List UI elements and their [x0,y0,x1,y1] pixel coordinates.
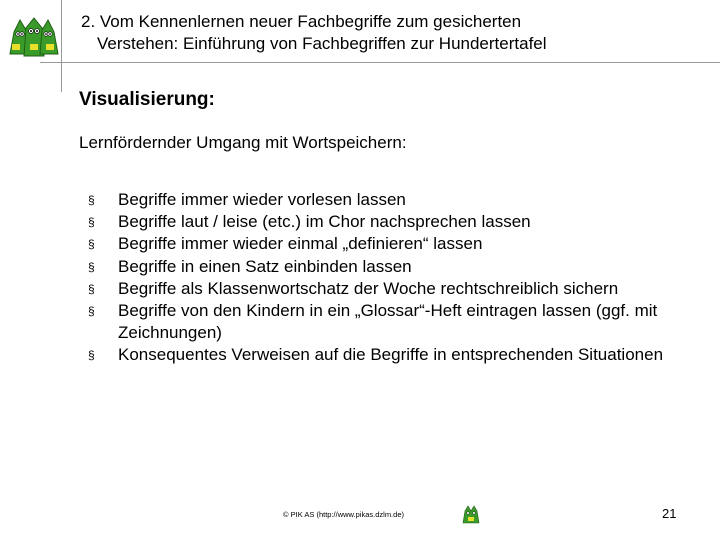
footer-copyright: © PIK AS (http://www.pikas.dzlm.de) [283,510,404,519]
list-item [88,278,708,300]
square-bullet-icon: § [88,259,95,274]
list-item-text: Konsequentes Verweisen auf die Begriffe in entsprechenden Situationen [118,345,664,365]
square-bullet-icon: § [88,237,95,252]
square-bullet-icon: § [88,281,95,296]
list-item [88,189,708,211]
list-item [88,233,708,255]
square-bullet-icon: § [88,193,95,207]
section-heading: Visualisierung: [79,89,215,110]
list-item-text: Begriffe als Klassenwortschatz der Woche rechtschreiblich sichern [118,278,619,298]
list-item-text: Begriffe immer wieder einmal „definieren“ lassen [118,234,483,254]
page-number: 21 [662,506,677,521]
slide-title [81,11,701,55]
square-bullet-icon: § [88,348,95,363]
bullet-list [88,189,708,367]
pikas-small-logo-icon [460,503,482,525]
list-item [88,211,708,233]
title-line-2: Verstehen: Einführung von Fachbegriffen zur Hundertertafel [97,34,547,53]
list-item [88,256,708,278]
title-line-1: 2. Vom Kennenlernen neuer Fachbegriffe zum gesicherten [81,12,522,31]
list-item [88,300,708,344]
square-bullet-icon: § [88,215,95,230]
list-item [88,344,708,366]
list-item-text: Begriffe in einen Satz einbinden lassen [118,256,412,276]
square-bullet-icon: § [88,304,95,319]
intro-text: Lernfördernder Umgang mit Wortspeichern: [79,133,407,152]
pikas-logo-icon [6,14,62,60]
list-item-text: Begriffe immer wieder vorlesen lassen [118,190,406,209]
list-item-text: Begriffe von den Kindern in ein „Glossar“-Heft eintragen lassen (ggf. mit Zeichnungen) [118,301,658,343]
horizontal-rule [40,62,720,63]
vertical-rule [61,0,62,92]
list-item-text: Begriffe laut / leise (etc.) im Chor nachsprechen lassen [118,212,531,232]
